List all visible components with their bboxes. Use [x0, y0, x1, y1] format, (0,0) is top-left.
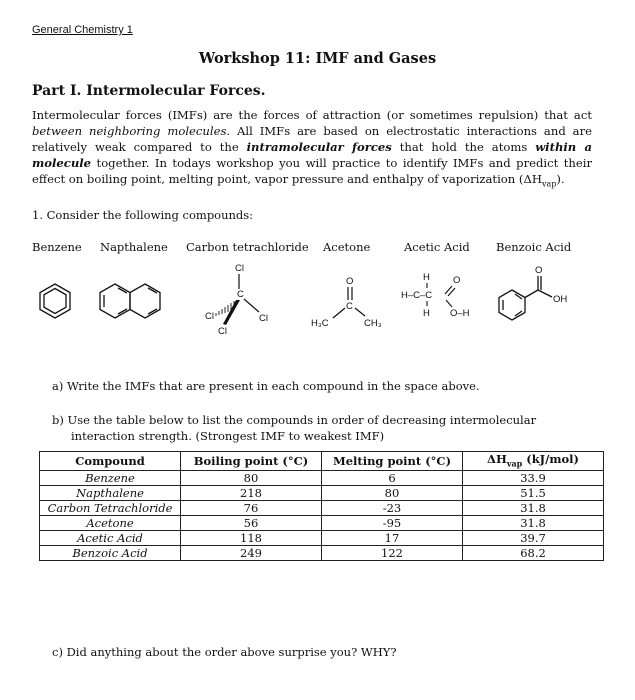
table-cell: Carbon Tetrachloride — [40, 501, 181, 516]
atom-label: C — [237, 289, 244, 300]
atom-label: Cl — [259, 313, 268, 324]
page-title: Workshop 11: IMF and Gases — [198, 50, 437, 67]
table-row — [40, 471, 604, 486]
atom-label: H–C–C — [401, 290, 433, 301]
table-cell: 31.8 — [463, 516, 604, 531]
atom-label: H — [423, 272, 430, 283]
atom-label: O — [535, 265, 543, 276]
atom-label: O–H — [450, 308, 470, 319]
table-cell: Acetic Acid — [40, 531, 181, 546]
naphthalene-structure — [100, 284, 160, 318]
table-cell: 80 — [181, 471, 322, 486]
atom-label: O — [346, 276, 354, 287]
atom-label: Cl — [235, 263, 244, 274]
atom-label: Cl — [205, 311, 214, 322]
column-header: Compound — [40, 452, 181, 471]
table-cell: 56 — [181, 516, 322, 531]
compound-name: Benzene — [32, 240, 82, 254]
table-row — [40, 486, 604, 501]
column-header: $\Delta H_{vap}$ (kJ/mol) — [463, 452, 604, 471]
table-cell: 249 — [181, 546, 322, 561]
table-cell: 68.2 — [463, 546, 604, 561]
compound-data-table — [39, 451, 604, 561]
table-cell: 31.8 — [463, 501, 604, 516]
table-cell: 118 — [181, 531, 322, 546]
table-cell: Benzene — [40, 471, 181, 486]
atom-label: OH — [553, 294, 568, 305]
table-row — [40, 501, 604, 516]
benzoic-acid-structure — [499, 265, 567, 320]
compound-name: Benzoic Acid — [496, 240, 572, 254]
column-header: Melting point (°C) — [322, 452, 463, 471]
intro-paragraph: Intermolecular forces (IMFs) are the forces of attraction (or sometimes repulsion) that act between neighboring molecules. All IMFs are based on electrostatic interactions and are relatively weak compared to the intramolecular forces that hold the atoms within a molecule together. In todays workshop you will practice to identify IMFs and predict their effect on boiling point, melting point, vapor pressure and enthalpy of vaporization $(\Delta H_{vap})$. — [32, 108, 592, 189]
question-b-line: b) Use the table below to list the compounds in order of decreasing intermolecular — [52, 413, 537, 427]
compound-name: Carbon tetrachloride — [186, 240, 309, 254]
part-title: Part I. Intermolecular Forces. — [32, 83, 266, 99]
table-cell: 6 — [322, 471, 463, 486]
atom-label: O — [453, 275, 461, 286]
ccl4-structure — [205, 263, 268, 337]
benzene-structure — [40, 284, 70, 318]
question-a: a) Write the IMFs that are present in each compound in the space above. — [52, 379, 480, 393]
table-cell: 80 — [322, 486, 463, 501]
compound-name: Acetone — [323, 240, 371, 254]
table-cell: Napthalene — [40, 486, 181, 501]
table-cell: -23 — [322, 501, 463, 516]
table-cell: Benzoic Acid — [40, 546, 181, 561]
acetone-structure — [311, 276, 382, 329]
column-header: Boiling point (°C) — [181, 452, 322, 471]
question-b-line: interaction strength. (Strongest IMF to weakest IMF) — [71, 429, 385, 443]
compound-names-row — [0, 240, 635, 256]
atom-label: H — [423, 308, 430, 319]
table-cell: Acetone — [40, 516, 181, 531]
table-cell: 33.9 — [463, 471, 604, 486]
table-cell: 76 — [181, 501, 322, 516]
table-cell: 17 — [322, 531, 463, 546]
compound-name: Napthalene — [100, 240, 168, 254]
table-cell: 39.7 — [463, 531, 604, 546]
table-header-row — [40, 452, 604, 471]
table-row — [40, 546, 604, 561]
table-row — [40, 531, 604, 546]
table-cell: 51.5 — [463, 486, 604, 501]
atom-label: C — [346, 301, 353, 312]
question-1-prompt: 1. Consider the following compounds: — [32, 208, 254, 222]
atom-label: Cl — [218, 326, 227, 337]
table-cell: 122 — [322, 546, 463, 561]
atom-label: CH₃ — [364, 318, 382, 329]
question-b — [52, 412, 572, 444]
structures-row — [0, 256, 635, 346]
table-row — [40, 516, 604, 531]
compound-name: Acetic Acid — [404, 240, 470, 254]
course-label: General Chemistry 1 — [32, 24, 133, 36]
acetic-acid-structure — [401, 272, 470, 319]
table-cell: 218 — [181, 486, 322, 501]
table-cell: -95 — [322, 516, 463, 531]
question-c: c) Did anything about the order above surprise you? WHY? — [52, 645, 397, 659]
atom-label: H₃C — [311, 318, 329, 329]
